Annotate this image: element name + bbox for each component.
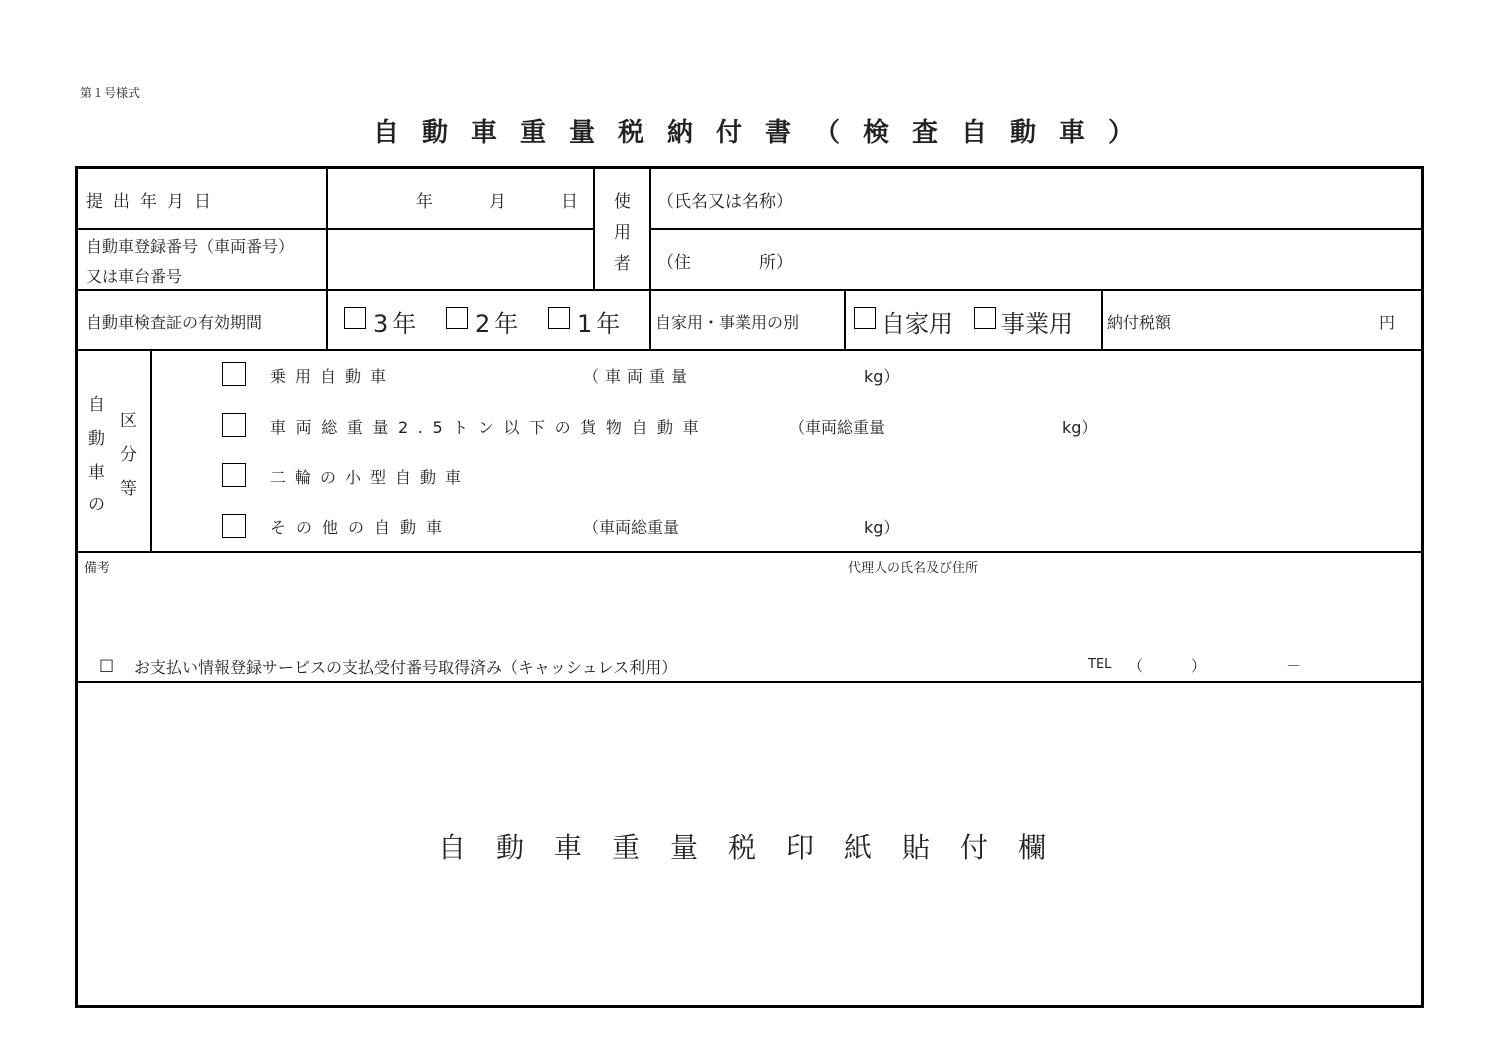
row-divider-4: [77, 551, 1422, 553]
row-divider-2: [77, 289, 1422, 291]
agent-label: 代理人の氏名及び住所: [848, 561, 979, 576]
usage-label: 自家用・事業用の別: [655, 313, 800, 332]
tel-label: TEL: [1088, 657, 1112, 672]
stamp-area-label: 自動車重量税印紙貼付欄: [438, 831, 1077, 864]
row-divider-1: [650, 228, 1422, 230]
category-left-char: 自: [88, 395, 105, 415]
user-address-label: （住 所）: [657, 253, 793, 273]
category-cargo-checkbox[interactable]: [222, 413, 246, 437]
registration-label-line1: 自動車登録番号（車両番号）: [86, 237, 295, 256]
usage-private-label: 自家用: [881, 310, 953, 338]
cashless-checkbox[interactable]: □: [99, 655, 115, 674]
usage-private-checkbox[interactable]: [854, 307, 876, 329]
tax-unit: 円: [1379, 313, 1396, 332]
form-number: 第１号様式: [80, 86, 141, 100]
category-motorcycle-label: 二輪の小型自動車: [270, 468, 471, 487]
user-name-label: （氏名又は名称）: [657, 192, 793, 212]
validity-1yr-checkbox[interactable]: [548, 307, 570, 329]
category-motorcycle-checkbox[interactable]: [222, 463, 246, 487]
category-other-unit: kg）: [864, 518, 900, 537]
col-divider-e: [1101, 290, 1103, 350]
tel-dash: －: [1286, 657, 1302, 675]
category-left-char: 車: [88, 463, 105, 483]
user-char-1: 使: [614, 192, 631, 212]
user-char-3: 者: [614, 254, 631, 274]
cashless-text: お支払い情報登録サービスの支払受付番号取得済み（キャッシュレス利用）: [134, 658, 678, 677]
submit-date-label: 提出年月日: [86, 192, 221, 212]
validity-2yr-label: 2年: [475, 310, 523, 338]
row-divider-3: [77, 349, 1422, 351]
form-frame: [75, 166, 1424, 1008]
tel-open: （: [1128, 657, 1144, 675]
validity-3yr-checkbox[interactable]: [344, 307, 366, 329]
col-divider-b: [593, 168, 595, 290]
validity-3yr-label: 3年: [373, 310, 421, 338]
category-other-weight-label: （車両総重量: [583, 518, 680, 537]
category-right-char: 区: [120, 411, 137, 431]
category-other-label: その他の自動車: [270, 518, 453, 537]
category-left-char: の: [88, 495, 105, 515]
tel-close: ）: [1191, 657, 1207, 675]
validity-1yr-label: 1年: [577, 310, 625, 338]
row-divider-5: [77, 681, 1422, 683]
col-divider-d: [844, 290, 846, 350]
registration-label-line2: 又は車台番号: [86, 267, 183, 286]
date-year: 年: [416, 192, 433, 212]
category-cargo-unit: kg）: [1062, 418, 1098, 437]
category-passenger-checkbox[interactable]: [222, 362, 246, 386]
validity-label: 自動車検査証の有効期間: [86, 313, 263, 332]
category-left-char: 動: [88, 429, 105, 449]
remarks-label: 備考: [84, 561, 111, 576]
col-divider-c: [649, 168, 651, 350]
usage-business-checkbox[interactable]: [974, 307, 996, 329]
validity-2yr-checkbox[interactable]: [446, 307, 468, 329]
category-right-char: 等: [120, 479, 137, 499]
col-divider-category: [150, 350, 152, 552]
category-passenger-weight-label: （車両重量: [583, 367, 694, 386]
category-cargo-weight-label: （車両総重量: [789, 418, 886, 437]
page-title: 自動車重量税納付書（検査自動車）: [373, 118, 1158, 148]
category-other-checkbox[interactable]: [222, 514, 246, 538]
col-divider-a: [326, 168, 328, 350]
category-cargo-label: 車両総重量2.5トン以下の貨物自動車: [270, 418, 709, 437]
date-day: 日: [561, 192, 578, 212]
row-divider-1-left: [77, 228, 593, 230]
tax-label: 納付税額: [1107, 313, 1172, 332]
category-right-char: 分: [120, 445, 137, 465]
category-passenger-label: 乗用自動車: [270, 367, 396, 386]
date-month: 月: [489, 192, 506, 212]
user-char-2: 用: [614, 223, 631, 243]
category-passenger-unit: kg）: [864, 367, 900, 386]
usage-business-label: 事業用: [1001, 310, 1073, 338]
